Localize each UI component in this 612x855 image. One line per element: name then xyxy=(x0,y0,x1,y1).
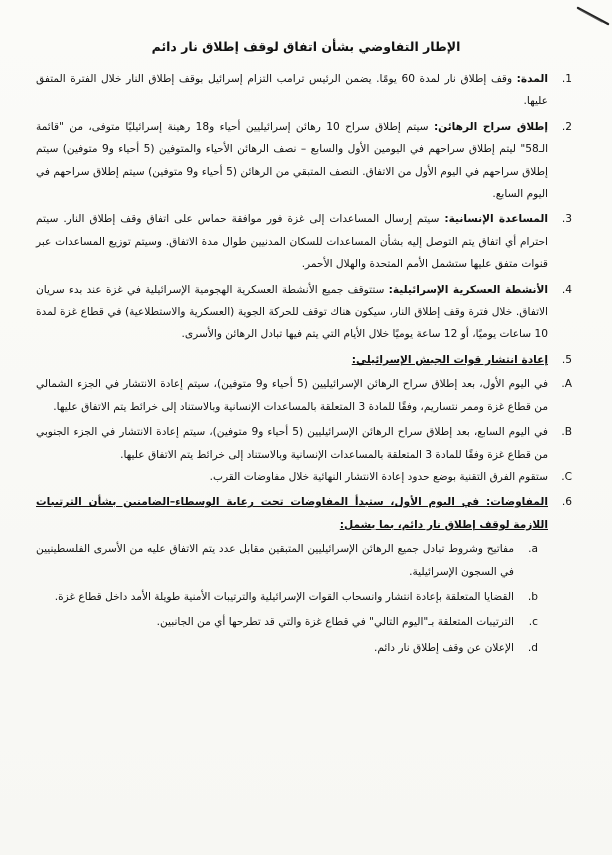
clause-number: 3. xyxy=(561,213,572,226)
subclause-letter: c. xyxy=(528,616,538,629)
clause-5-b xyxy=(36,421,572,466)
subclause-letter: d. xyxy=(527,641,538,654)
subclause-letter: a. xyxy=(528,543,538,556)
clause-5-c xyxy=(36,466,572,488)
clause-5 xyxy=(36,349,572,371)
clause-heading: المساعدة الإنسانية: xyxy=(444,213,548,226)
subclause-text: في اليوم السابع، بعد إطلاق سراح الرهائن الإسرائيليين (5 أحياء و9 متوفين)، سيتم إعادة الانتشار في الجزء الجنوبي من قطاع غزة وفقًا للمادة 3 المتعلقة بالمساعدات الإنسانية وبالاستناد إلى خرائط يتم الاتفاق عليها. xyxy=(36,426,548,461)
clause-number: 4. xyxy=(561,283,572,296)
clause-6-c xyxy=(36,611,572,633)
clause-1 xyxy=(36,68,572,113)
clause-6-d xyxy=(36,637,572,659)
clause-text: وقف إطلاق نار لمدة 60 يومًا. يضمن الرئيس ترامب التزام إسرائيل بوقف إطلاق النار خلال الفترة المتفق عليها. xyxy=(36,73,548,108)
subclause-letter: b. xyxy=(527,590,538,603)
document-title: الإطار التفاوضي بشأن اتفاق لوقف إطلاق نار دائم xyxy=(151,39,461,54)
clause-text: ستتوقف جميع الأنشطة العسكرية الهجومية الإسرائيلية في غزة عند بدء سريان الاتفاق. خلال فترة وقف إطلاق النار، سيكون هناك توقف للحركة الجوية (العسكرية والاستطلاعية) في قطاع غزة لمدة 10 ساعات يوميًا، أو 12 ساعة يوميًا خلال الأيام التي يتم فيها تبادل الرهائن والأسرى. xyxy=(36,283,548,341)
clause-heading: إعادة انتشار قوات الجيش الإسرائيلي: xyxy=(351,353,548,366)
subclause-text: مفاتيح وشروط تبادل جميع الرهائن الإسرائيليين المتبقين مقابل عدد يتم الاتفاق عليه من الأسرى الفلسطينيين في السجون الإسرائيلية. xyxy=(36,543,514,578)
clause-text: سيتم إطلاق سراح 10 رهائن إسرائيليين أحياء و18 رهينة إسرائيليًا متوفى، من "قائمة الـ58" ليتم إطلاق سراحهم في اليومين الأول والسابع – نصف الرهائن الأحياء والمتوفين (5 أحياء و9 متوفين) سيتم إطلاق سراحهم في اليوم الأول من الاتفاق. النصف المتبقي من الرهائن (5 أحياء و9 متوفين) سيتم إطلاق سراحهم في اليوم السابع. xyxy=(36,120,549,201)
subclause-letter: B. xyxy=(561,426,572,439)
clause-6-a xyxy=(36,538,572,583)
clause-number: 2. xyxy=(561,120,572,133)
clause-number: 5. xyxy=(561,353,572,366)
pen-stroke-mark xyxy=(572,4,612,28)
clause-heading: الأنشطة العسكرية الإسرائيلية: xyxy=(388,283,548,296)
subclause-letter: A. xyxy=(561,378,572,391)
clause-5-a xyxy=(36,373,572,418)
clause-heading: المفاوضات: في اليوم الأول، ستبدأ المفاوضات تحت رعاية الوسطاء–الضامنين بشأن الترتيبات اللازمة لوقف إطلاق نار دائم، بما يشمل: xyxy=(36,496,548,531)
clause-number: 1. xyxy=(561,73,572,85)
document-body xyxy=(36,68,572,659)
subclause-text: القضايا المتعلقة بإعادة انتشار وانسحاب القوات الإسرائيلية والترتيبات الأمنية طويلة الأمد داخل قطاع غزة. xyxy=(54,590,514,603)
clause-2 xyxy=(36,116,572,206)
clause-number: 6. xyxy=(561,496,572,509)
subclause-text: في اليوم الأول، بعد إطلاق سراح الرهائن الإسرائيليين (5 أحياء و9 متوفين)، سيتم إعادة الانتشار في الجزء الشمالي من قطاع غزة وممر نتساريم، وفقًا للمادة 3 المتعلقة بالمساعدات الإنسانية وبالاستناد إلى خرائط يتم الاتفاق عليها. xyxy=(36,378,549,413)
clause-4 xyxy=(36,279,572,346)
clause-6 xyxy=(36,491,572,536)
clause-heading: المدة: xyxy=(516,73,548,85)
subclause-text: ستقوم الفرق التقنية بوضع حدود إعادة الانتشار النهائية خلال مفاوضات القرب. xyxy=(209,470,548,483)
clause-heading: إطلاق سراح الرهائن: xyxy=(433,120,548,133)
clause-6-b xyxy=(36,586,572,608)
subclause-text: الترتيبات المتعلقة بـ"اليوم التالي" في قطاع غزة والتي قد تطرحها أي من الجانبين. xyxy=(156,616,514,629)
subclause-text: الإعلان عن وقف إطلاق نار دائم. xyxy=(373,641,514,654)
clause-3 xyxy=(36,208,572,275)
subclause-letter: C. xyxy=(561,470,572,483)
clause-text: سيتم إرسال المساعدات إلى غزة فور موافقة حماس على اتفاق وقف إطلاق النار. سيتم احترام أي اتفاق يتم التوصل إليه بشأن المساعدات للسكان المدنيين طوال مدة الاتفاق. وسيتم توزيع المساعدات عبر قنوات متفق عليها ستشمل الأمم المتحدة والهلال الأحمر. xyxy=(36,213,548,271)
